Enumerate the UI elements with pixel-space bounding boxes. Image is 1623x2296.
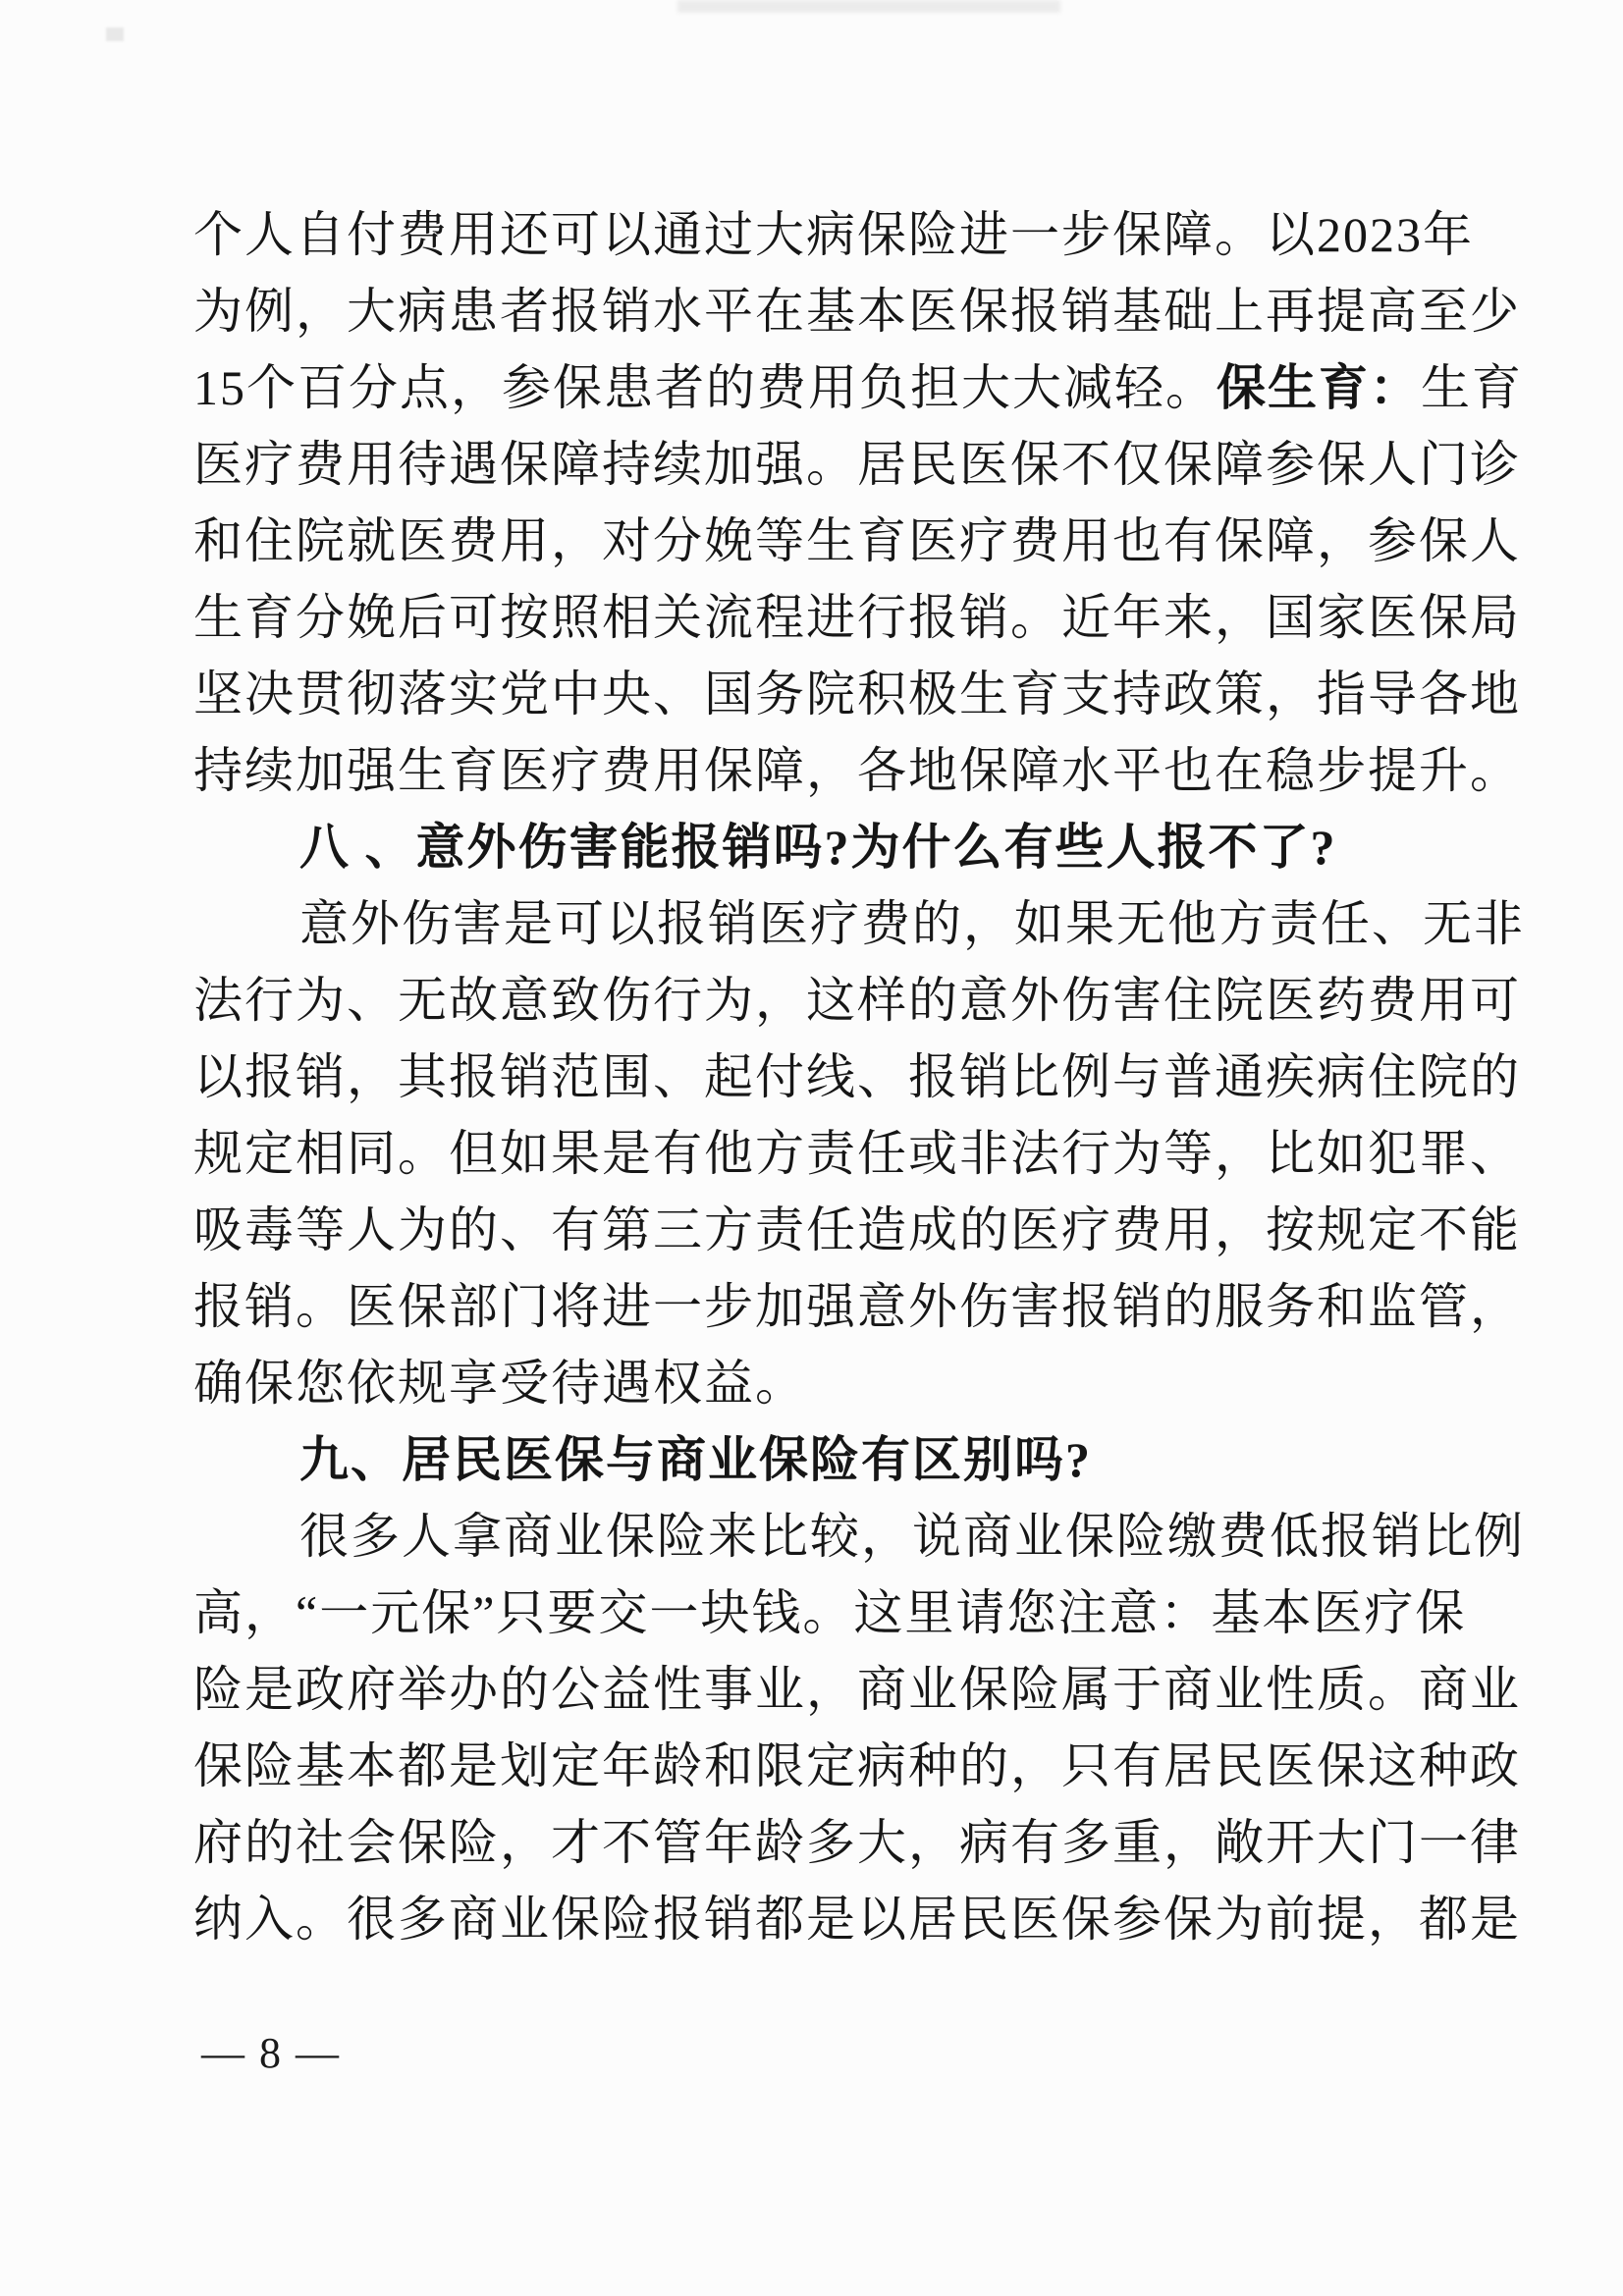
text-run: 保险基本都是划定年龄和限定病种的，只有居民医保这种政 <box>193 1738 1521 1793</box>
text-run: 府的社会保险，才不管年龄多大，病有多重，敞开大门一律 <box>193 1815 1521 1870</box>
text-line <box>193 1268 1521 1345</box>
text-run: 以报销，其报销范围、起付线、报销比例与普通疾病住院的 <box>193 1049 1521 1104</box>
text-run: 医疗费用待遇保障持续加强。居民医保不仅保障参保人门诊 <box>193 437 1521 492</box>
text-run: 险是政府举办的公益性事业，商业保险属于商业性质。商业 <box>193 1662 1521 1717</box>
text-line <box>193 1192 1521 1268</box>
text-run: 生育 <box>1421 360 1523 415</box>
text-line <box>193 1651 1521 1728</box>
text-run: 坚决贯彻落实党中央、国务院积极生育支持政策，指导各地 <box>193 667 1521 721</box>
text-run: 确保您依规享受待遇权益。 <box>193 1356 806 1411</box>
text-line <box>193 1575 1467 1651</box>
text-line <box>193 1728 1521 1804</box>
text-run: 报销。医保部门将进一步加强意外伤害报销的服务和监管， <box>193 1279 1521 1334</box>
scan-artifact <box>106 27 124 41</box>
text-line <box>193 732 1521 809</box>
text-run: 八 、意外伤害能报销吗?为什么有些人报不了? <box>299 820 1337 875</box>
text-line <box>193 1039 1521 1115</box>
content-area <box>193 196 1525 1957</box>
text-line <box>193 885 1525 962</box>
text-line <box>193 962 1521 1039</box>
text-line <box>193 1881 1521 1957</box>
text-run: 为例，大病患者报销水平在基本医保报销基础上再提高至少 <box>193 284 1521 339</box>
text-run: 持续加强生育医疗费用保障，各地保障水平也在稳步提升。 <box>193 743 1521 798</box>
text-run: 高，“一元保”只要交一块钱。这里请您注意：基本医疗保 <box>193 1585 1467 1640</box>
text-line <box>193 426 1521 503</box>
footer-page-number: — 8 — <box>201 2029 341 2077</box>
text-run: 15个百分点，参保患者的费用负担大大减轻。 <box>193 360 1217 415</box>
text-run: 纳入。很多商业保险报销都是以居民医保参保为前提，都是 <box>193 1892 1521 1947</box>
text-line <box>193 1345 1429 1421</box>
text-line <box>193 579 1521 656</box>
text-line <box>193 503 1521 579</box>
text-run: 和住院就医费用，对分娩等生育医疗费用也有保障，参保人 <box>193 513 1521 568</box>
text-run: 规定相同。但如果是有他方责任或非法行为等，比如犯罪、 <box>193 1126 1521 1181</box>
text-run: 法行为、无故意致伤行为，这样的意外伤害住院医药费用可 <box>193 973 1521 1028</box>
text-run: 吸毒等人为的、有第三方责任造成的医疗费用，按规定不能 <box>193 1202 1521 1257</box>
scan-artifact <box>677 0 1060 13</box>
text-line <box>193 196 1474 273</box>
text-line <box>193 1498 1525 1575</box>
text-run: 生育分娩后可按照相关流程进行报销。近年来，国家医保局 <box>193 590 1521 645</box>
text-line <box>193 1115 1521 1192</box>
text-line <box>193 349 1523 426</box>
text-line <box>193 656 1521 732</box>
heading-line <box>193 809 1429 885</box>
text-run: 九、居民医保与商业保险有区别吗? <box>299 1432 1092 1487</box>
text-line <box>193 273 1521 349</box>
text-run: 个人自付费用还可以通过大病保险进一步保障。以2023年 <box>193 207 1474 262</box>
text-line <box>193 1804 1521 1881</box>
text-run: 意外伤害是可以报销医疗费的，如果无他方责任、无非 <box>299 896 1525 951</box>
text-run: 很多人拿商业保险来比较，说商业保险缴费低报销比例 <box>299 1509 1525 1564</box>
heading-line <box>193 1421 1429 1498</box>
bold-text-run: 保生育： <box>1217 360 1421 415</box>
